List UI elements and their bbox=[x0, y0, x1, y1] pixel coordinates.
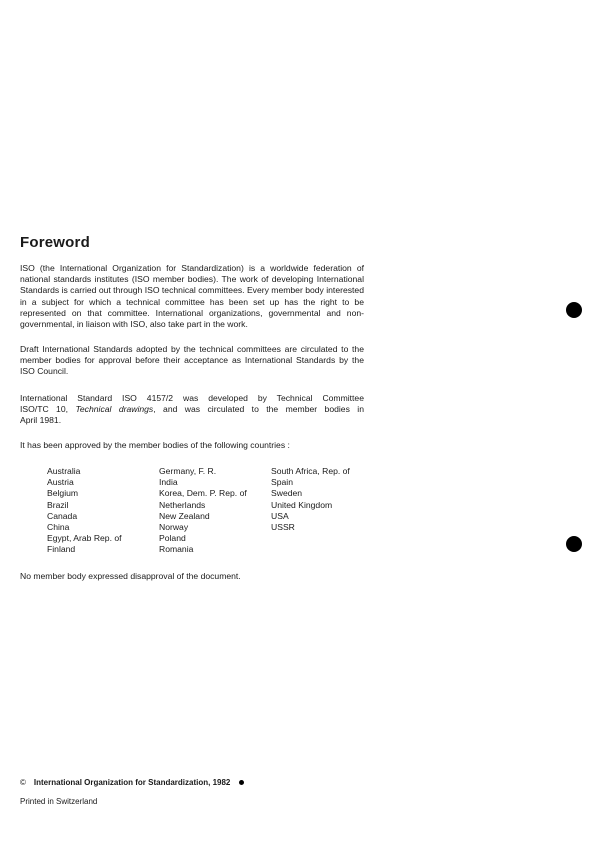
country-item: Korea, Dem. P. Rep. of bbox=[159, 488, 247, 499]
country-item: China bbox=[47, 522, 70, 533]
paragraph-line bbox=[20, 404, 364, 415]
bullet-dot-icon bbox=[566, 302, 582, 318]
paragraph-no-disapproval: No member body expressed disapproval of the document. bbox=[20, 571, 241, 581]
country-item: Finland bbox=[47, 544, 76, 555]
paragraph-standard-development bbox=[20, 393, 364, 427]
copyright-line bbox=[20, 778, 244, 787]
paragraph-line: April 1981. bbox=[20, 415, 62, 426]
paragraph-text: , and was circulated to the member bodies in bbox=[153, 404, 364, 415]
country-item: Germany, F. R. bbox=[159, 466, 217, 476]
country-item: Australia bbox=[47, 466, 81, 476]
country-item: India bbox=[159, 477, 178, 488]
country-item: Spain bbox=[271, 477, 293, 488]
country-item: Canada bbox=[47, 510, 78, 521]
country-item: Norway bbox=[159, 522, 189, 533]
copyright-icon: © bbox=[20, 778, 26, 787]
country-item: Belgium bbox=[47, 488, 79, 499]
country-item: Sweden bbox=[271, 488, 303, 499]
country-list-column-1 bbox=[47, 466, 122, 556]
country-item: South Africa, Rep. of bbox=[271, 466, 350, 476]
country-item: Poland bbox=[159, 533, 186, 544]
dot-icon bbox=[239, 780, 244, 785]
paragraph-approval: It has been approved by the member bodies of the following countries : bbox=[20, 440, 290, 450]
country-list-column-2 bbox=[159, 466, 247, 556]
bullet-dot-icon bbox=[566, 536, 582, 552]
country-item: Egypt, Arab Rep. of bbox=[47, 533, 122, 544]
country-item: Brazil bbox=[47, 499, 69, 510]
country-item: USSR bbox=[271, 522, 295, 533]
country-item: USA bbox=[271, 510, 289, 521]
country-item: New Zealand bbox=[159, 510, 210, 521]
paragraph-line: International Standard ISO 4157/2 was developed by Technical Committee bbox=[20, 393, 364, 403]
country-list-column-3 bbox=[271, 466, 350, 533]
committee-ref: ISO/TC 10, bbox=[20, 404, 76, 415]
country-item: Netherlands bbox=[159, 499, 206, 510]
committee-title: Technical drawings bbox=[75, 404, 154, 415]
paragraph-draft-standards: Draft International Standards adopted by the technical committees are circulated to the member bodies for approval before their acceptance as International Standards by the ISO Council. bbox=[20, 344, 364, 377]
country-item: United Kingdom bbox=[271, 499, 333, 510]
copyright-text: International Organization for Standardization, 1982 bbox=[33, 778, 231, 787]
country-item: Romania bbox=[159, 544, 194, 555]
paragraph-iso-description: ISO (the International Organization for Standardization) is a worldwide federation of national standards institutes (ISO member bodies). The work of developing International Standards is carried out through ISO technical committees. Every member body interested in a subject for which a technical committee has been set up has the right to be represented on that committee. International organizations, governmental and non-governmental, in liaison with ISO, also take part in the work. bbox=[20, 263, 364, 330]
printed-location: Printed in Switzerland bbox=[20, 797, 98, 806]
country-item: Austria bbox=[47, 477, 74, 488]
page-title: Foreword bbox=[20, 234, 90, 251]
